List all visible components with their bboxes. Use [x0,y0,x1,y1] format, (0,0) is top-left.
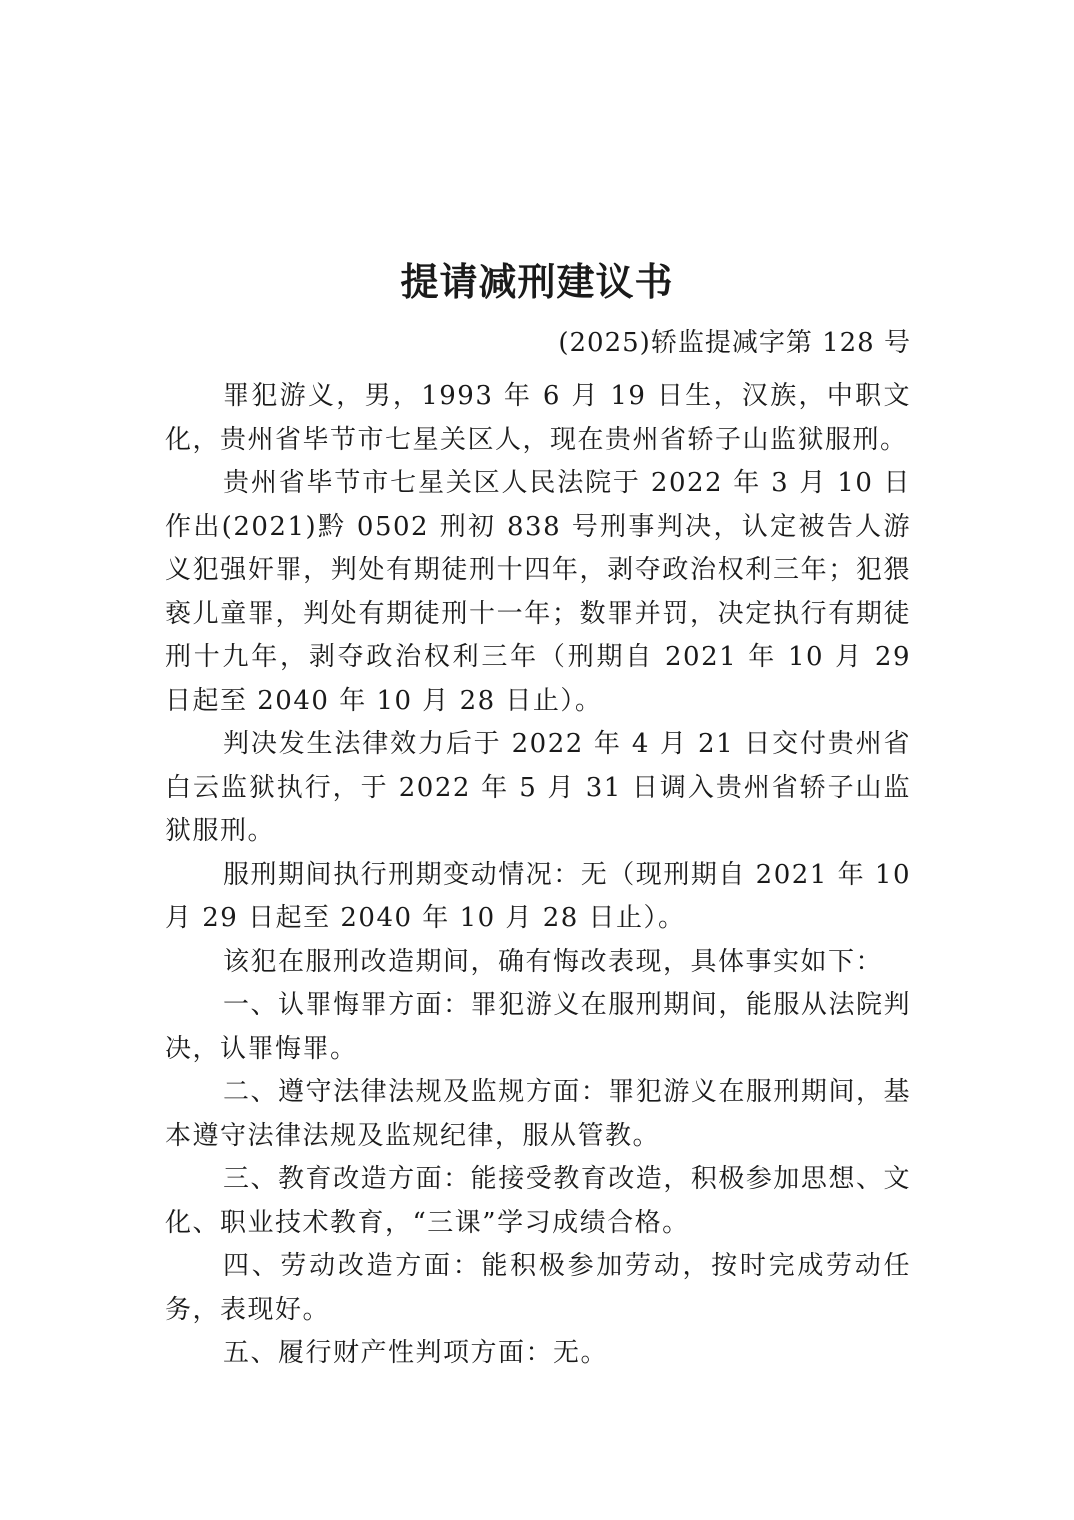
paragraph-criminal-info: 罪犯游义，男，1993 年 6 月 19 日生，汉族，中职文化，贵州省毕节市七星关区人，现在贵州省轿子山监狱服刑。 [165,381,911,455]
paragraph-sentence-change: 服刑期间执行刑期变动情况：无（现刑期自 2021 年 10 月 29 日起至 2040 年 10 月 28 日止）。 [165,859,911,933]
paragraph-item-2: 二、遵守法律法规及监规方面：罪犯游义在服刑期间，基本遵守法律法规及监规纪律，服从管教。 [165,1077,911,1151]
paragraph-judgment: 贵州省毕节市七星关区人民法院于 2022 年 3 月 10 日作出(2021)黔 0502 刑初 838 号刑事判决，认定被告人游义犯强奸罪，判处有期徒刑十四年，剥夺政治权利三年；犯猥亵儿童罪，判处有期徒刑十一年；数罪并罚，决定执行有期徒刑十九年，剥夺政治权利三年（刑期自 2021 年 10 月 29 日起至 2040 年 10 月 28 日止）。 [165,468,911,716]
paragraph-repentance-intro: 该犯在服刑改造期间，确有悔改表现，具体事实如下： [223,946,884,977]
paragraph-item-1: 一、认罪悔罪方面：罪犯游义在服刑期间，能服从法院判决，认罪悔罪。 [165,990,911,1064]
paragraph-item-3: 三、教育改造方面：能接受教育改造，积极参加思想、文化、职业技术教育，“三课”学习成绩合格。 [165,1164,911,1238]
paragraph-item-4: 四、劳动改造方面：能积极参加劳动，按时完成劳动任务，表现好。 [165,1251,911,1325]
document-title: 提请减刑建议书 [400,259,674,304]
document-body [165,375,911,1376]
paragraph-item-5: 五、履行财产性判项方面：无。 [223,1338,609,1368]
document-number: (2025)轿监提减字第 128 号 [558,328,911,358]
paragraph-delivery: 判决发生法律效力后于 2022 年 4 月 21 日交付贵州省白云监狱执行，于 2022 年 5 月 31 日调入贵州省轿子山监狱服刑。 [165,729,911,846]
